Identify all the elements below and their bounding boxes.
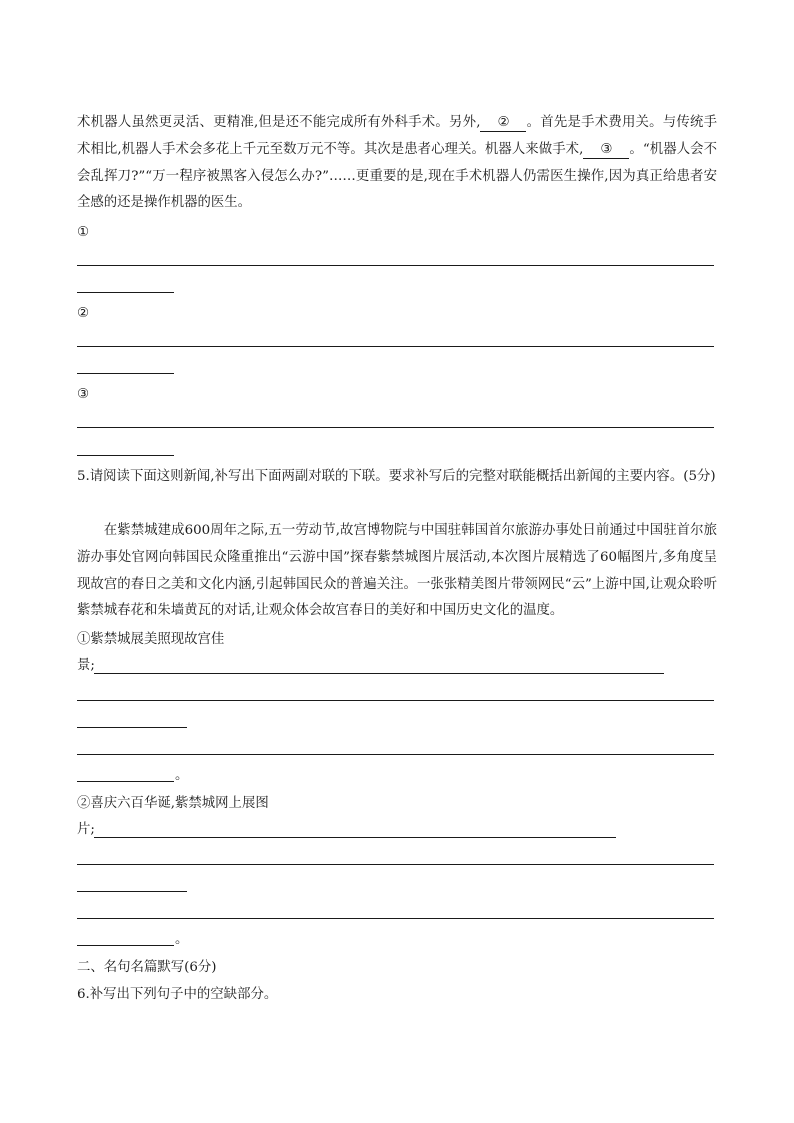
- couplet-2-line-c[interactable]: [77, 891, 187, 892]
- passage-paragraph: [77, 110, 717, 217]
- section-2-title: 二、名句名篇默写(6分): [77, 960, 217, 975]
- couplet-1-line-d[interactable]: [77, 754, 714, 755]
- couplet-2-tail: 片;: [77, 822, 95, 837]
- couplet-1-period: 。: [175, 768, 189, 783]
- couplet-2-period: 。: [175, 932, 189, 947]
- answer-line-1a[interactable]: [77, 265, 714, 266]
- couplet-2-head: ②喜庆六百华诞,紫禁城网上展图: [77, 796, 269, 811]
- passage-text-3: 。“机器人会不会乱挥刀?”“万一程序被黑客入侵怎么办?”……更重要的是,现在手术机器人仍需医生操作,因为真正给患者安全感的还是操作机器的医生。: [77, 141, 717, 211]
- answer-label-1: ①: [77, 225, 90, 240]
- couplet-2-line-e[interactable]: [77, 945, 174, 946]
- answer-line-3a[interactable]: [77, 427, 714, 428]
- answer-line-3b[interactable]: [77, 455, 174, 456]
- answer-label-3: ③: [77, 387, 90, 402]
- blank-2: ②: [480, 115, 526, 132]
- couplet-1-line-c[interactable]: [77, 727, 187, 728]
- question-6-prompt: 6.补写出下列句子中的空缺部分。: [77, 987, 278, 1002]
- answer-line-1b[interactable]: [77, 292, 174, 293]
- news-paragraph: 在紫禁城建成600周年之际,五一劳动节,故宫博物院与中国驻韩国首尔旅游办事处日前通过中国驻首尔旅游办事处官网向韩国民众隆重推出“云游中国”探春紫禁城图片展活动,本次图片展精选了60幅图片,多角度呈现故宫的春日之美和文化内涵,引起韩国民众的普遍关注。一张张精美图片带领网民“云”上游中国,让观众聆听紫禁城春花和朱墙黄瓦的对话,让观众体会故宫春日的美好和中国历史文化的温度。: [77, 523, 717, 619]
- answer-line-2b[interactable]: [77, 373, 174, 374]
- couplet-2-line-d[interactable]: [77, 918, 714, 919]
- couplet-1-line-a[interactable]: [94, 673, 664, 674]
- blank-3: ③: [583, 142, 629, 159]
- couplet-2-line-b[interactable]: [77, 864, 714, 865]
- couplet-2-line-a[interactable]: [94, 837, 616, 838]
- answer-label-2: ②: [77, 306, 90, 321]
- passage-text-1: 术机器人虽然更灵活、更精准,但是还不能完成所有外科手术。另外,: [77, 115, 481, 130]
- question-5-prompt: 5.请阅读下面这则新闻,补写出下面两副对联的下联。要求补写后的完整对联能概括出新闻的主要内容。(5分): [77, 469, 716, 484]
- couplet-1-line-b[interactable]: [77, 700, 714, 701]
- passage-text-2: 。首先是手术费用关。与传统手术相比,机器人手术会多花上千元至数万元不等。其次是患者心理关。机器人来做手术,: [77, 115, 718, 157]
- couplet-1-head: ①紫禁城展美照现故宫佳: [77, 632, 225, 647]
- couplet-1-line-e[interactable]: [77, 781, 174, 782]
- answer-line-2a[interactable]: [77, 346, 714, 347]
- couplet-1-tail: 景;: [77, 658, 95, 673]
